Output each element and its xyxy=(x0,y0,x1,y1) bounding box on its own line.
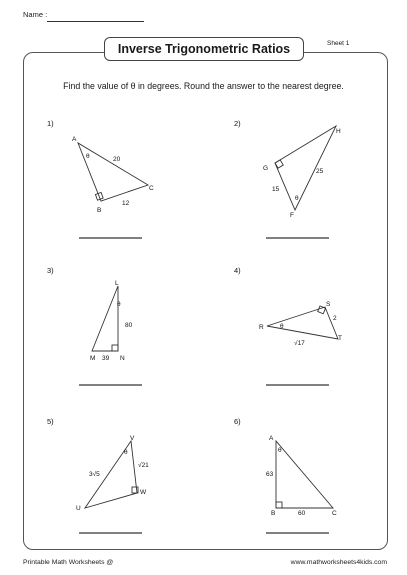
problem-number: 4) xyxy=(234,266,241,275)
side-label: 15 xyxy=(272,186,280,193)
instructions: Find the value of θ in degrees. Round the answer to the nearest degree. xyxy=(63,81,344,91)
vertex-label: C xyxy=(332,510,337,517)
triangle-4 xyxy=(267,307,338,339)
vertex-label: V xyxy=(130,435,135,442)
right-angle-mark xyxy=(112,345,118,351)
vertex-label: A xyxy=(269,435,274,442)
triangle-3 xyxy=(92,286,118,351)
vertex-label: T xyxy=(338,335,342,342)
angle-label: θ xyxy=(278,447,282,454)
side-label: 63 xyxy=(266,471,274,478)
vertex-label: U xyxy=(76,505,81,512)
worksheet-title: Inverse Trigonometric Ratios xyxy=(104,37,304,61)
triangle-1 xyxy=(78,143,148,201)
angle-label: θ xyxy=(86,153,90,160)
side-label: 3√5 xyxy=(89,471,100,478)
sheet-label: Sheet 1 xyxy=(327,40,350,47)
problem-number: 6) xyxy=(234,417,241,426)
vertex-label: G xyxy=(263,165,269,172)
side-label: √17 xyxy=(294,340,305,347)
vertex-label: N xyxy=(120,355,125,362)
vertex-label: W xyxy=(140,489,147,496)
angle-label: θ xyxy=(295,195,299,202)
right-angle-mark xyxy=(276,502,282,508)
vertex-label: B xyxy=(271,510,276,517)
side-label: 25 xyxy=(316,168,324,175)
problem-number: 3) xyxy=(47,266,54,275)
side-label: 20 xyxy=(113,156,121,163)
problem-number: 5) xyxy=(47,417,54,426)
vertex-label: S xyxy=(326,301,331,308)
triangle-6 xyxy=(276,441,333,508)
angle-label: θ xyxy=(117,301,121,308)
vertex-label: A xyxy=(72,136,77,143)
problem-number: 2) xyxy=(234,119,241,128)
vertex-label: C xyxy=(149,185,154,192)
angle-label: θ xyxy=(280,323,284,330)
side-label: 12 xyxy=(122,200,130,207)
side-label: √21 xyxy=(138,462,149,469)
side-label: 2 xyxy=(333,315,337,322)
vertex-label: R xyxy=(259,324,264,331)
triangle-2 xyxy=(275,126,336,210)
vertex-label: M xyxy=(90,355,96,362)
name-label: Name : xyxy=(23,10,48,19)
side-label: 60 xyxy=(298,510,306,517)
angle-label: θ xyxy=(124,449,128,456)
side-label: 39 xyxy=(102,355,110,362)
side-label: 80 xyxy=(125,322,133,329)
vertex-label: F xyxy=(290,212,294,219)
footer-left: Printable Math Worksheets @ xyxy=(23,559,114,566)
vertex-label: B xyxy=(97,207,102,214)
footer-url-link[interactable]: www.mathworksheets4kids.com xyxy=(290,559,387,566)
vertex-label: H xyxy=(336,128,341,135)
vertex-label: L xyxy=(115,280,119,287)
problem-number: 1) xyxy=(47,119,54,128)
